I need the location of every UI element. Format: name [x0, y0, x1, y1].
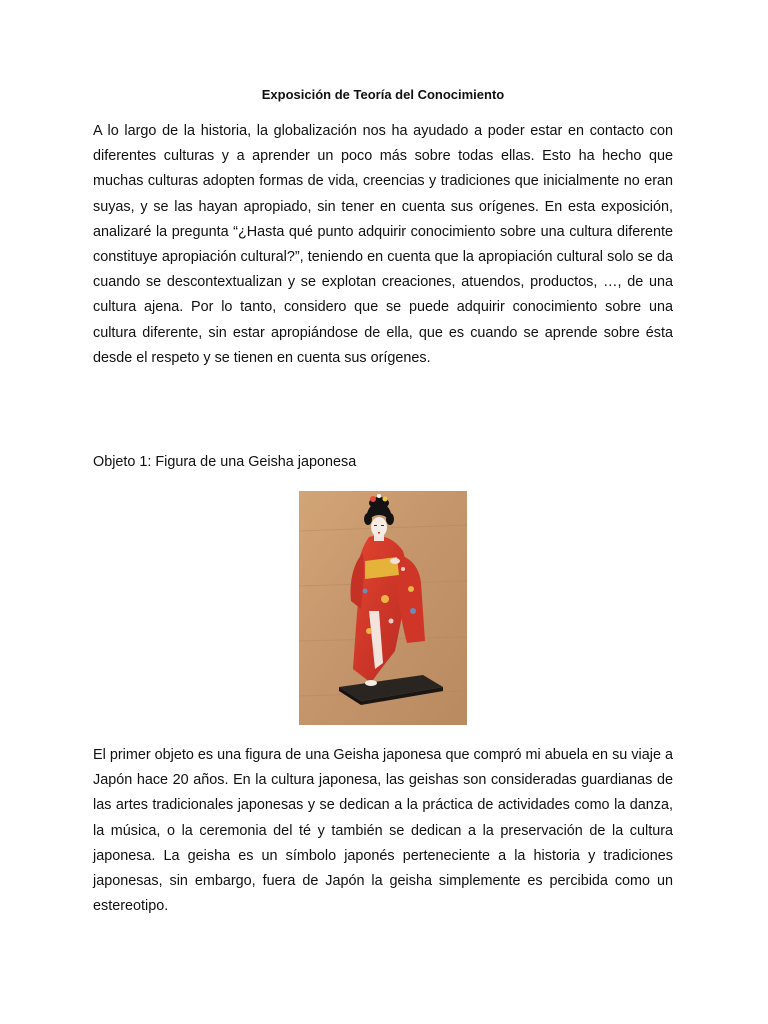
intro-paragraph: A lo largo de la historia, la globalización nos ha ayudado a poder estar en contacto con diferentes culturas y a aprender un poco más sobre todas ellas. Esto ha hecho que muchas culturas adopten formas de vida, creencias y tradiciones que inicialmente no eran suyas, y se las hayan apropiado, sin tener en cuenta sus orígenes. En esta exposición, analizaré la pregunta “¿Hasta qué punto adquirir conocimiento sobre una cultura diferente constituye apropiación cultural?”, teniendo en cuenta que la apropiación cultural solo se da cuando se descontextualizan y se explotan creaciones, atuendos, productos, …, de una cultura ajena. Por lo tanto, considero que se puede adquirir conocimiento sobre una cultura diferente, sin estar apropiándose de ella, que es cuando se aprende sobre ésta desde el respeto y se tienen en cuenta sus orígenes.: [93, 123, 673, 366]
geisha-figurine-photo: [299, 491, 467, 725]
object-1-heading: Objeto 1: Figura de una Geisha japonesa: [93, 454, 357, 470]
object-1-description: El primer objeto es una figura de una Geisha japonesa que compró mi abuela en su viaje a Japón hace 20 años. En la cultura japonesa, las geishas son consideradas guardianas de las artes tradicionales japonesas y se dedican a la práctica de actividades como la danza, la música, o la ceremonia del té y también se dedican a la preservación de la cultura japonesa. La geisha es un símbolo japonés perteneciente a la historia y tradiciones japonesas, sin embargo, fuera de Japón la geisha simplemente es percibida como un estereotipo.: [93, 747, 673, 915]
document-title: Exposición de Teoría del Conocimiento: [261, 87, 505, 102]
